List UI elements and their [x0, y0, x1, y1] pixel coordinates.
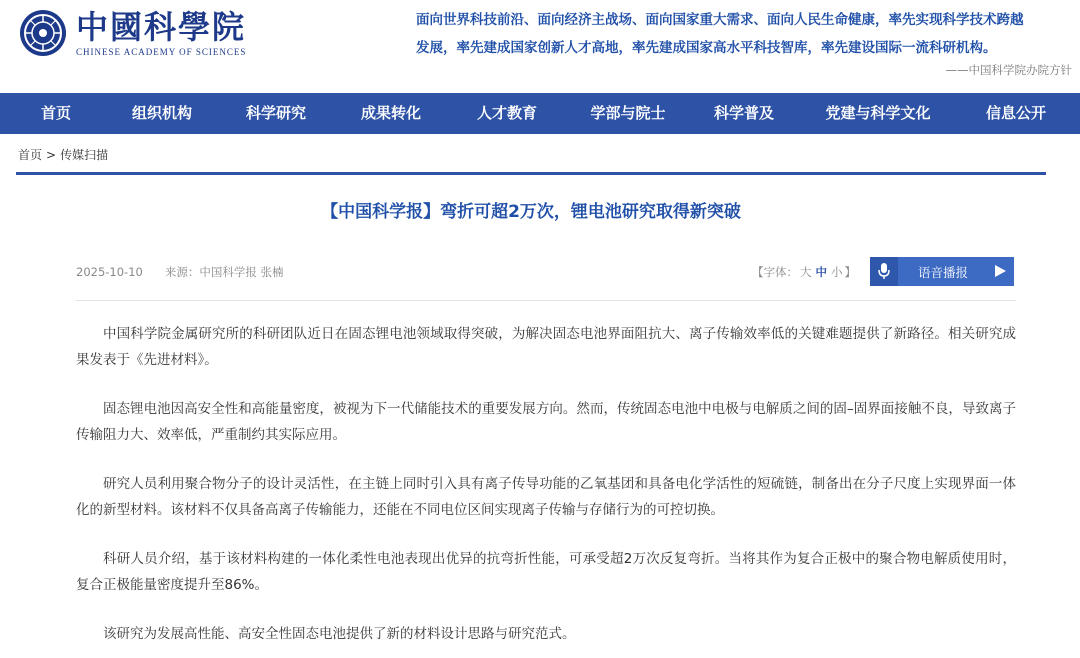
motto-signature: ——中国科学院办院方针	[945, 63, 1072, 77]
breadcrumb	[18, 146, 112, 163]
font-size-large[interactable]: 大	[800, 265, 812, 279]
font-size-prefix: 【字体：	[752, 265, 798, 279]
logo-text	[76, 9, 246, 57]
nav-item-organization[interactable]: 组织机构	[131, 104, 192, 122]
breadcrumb-separator: >	[46, 148, 57, 162]
motto	[416, 6, 1066, 62]
site-header	[0, 0, 1080, 92]
article-date: 2025-10-10	[76, 265, 143, 279]
font-size-small[interactable]: 小	[831, 265, 843, 279]
voice-broadcast-label: 语音播报	[918, 264, 969, 280]
article-paragraph: 该研究为发展高性能、高安全性固态电池提供了新的材料设计思路与研究范式。	[103, 626, 576, 642]
nav-item-party-culture[interactable]: 党建与科学文化	[825, 104, 931, 122]
site-logo[interactable]	[18, 8, 246, 58]
article-container	[16, 172, 1046, 658]
motto-line-2: 发展，率先建成国家创新人才高地，率先建成国家高水平科技智库，率先建设国际一流科研机构。	[416, 40, 997, 56]
article-paragraph: 固态锂电池因高安全性和高能量密度，被视为下一代储能技术的重要发展方向。然而，传统固态电池中电极与电解质之间的固–固界面接触不良，导致离子传输阻力大、效率低，严重制约其实际应用。	[76, 401, 1016, 443]
breadcrumb-current[interactable]: 传媒扫描	[60, 148, 109, 162]
nav-item-popularization[interactable]: 科学普及	[713, 104, 774, 122]
nav-item-transfer[interactable]: 成果转化	[360, 104, 421, 122]
nav-item-academicians[interactable]: 学部与院士	[590, 104, 666, 122]
nav-item-home[interactable]: 首页	[40, 104, 71, 122]
nav-item-research[interactable]: 科学研究	[245, 104, 306, 122]
voice-broadcast-button[interactable]	[870, 257, 1014, 286]
meta-divider	[76, 300, 1016, 301]
font-size-medium[interactable]: 中	[815, 265, 827, 279]
logo-english-name: CHINESE ACADEMY OF SCIENCES	[76, 47, 247, 57]
breadcrumb-home[interactable]: 首页	[18, 148, 43, 162]
main-nav	[0, 93, 1080, 134]
font-size-suffix: 】	[844, 265, 856, 279]
nav-item-disclosure[interactable]: 信息公开	[985, 104, 1046, 122]
motto-line-1: 面向世界科技前沿、面向经济主战场、面向国家重大需求、面向人民生命健康，率先实现科学技术跨越	[416, 12, 1024, 28]
microphone-icon	[870, 257, 898, 286]
cas-emblem-icon	[18, 8, 68, 58]
font-size-selector	[752, 264, 856, 280]
article-paragraph: 中国科学院金属研究所的科研团队近日在固态锂电池领域取得突破，为解决固态电池界面阻抗大、离子传输效率低的关键难题提供了新路径。相关研究成果发表于《先进材料》。	[76, 326, 1016, 368]
article-meta	[76, 264, 284, 280]
article-source: 来源：中国科学报 张楠	[164, 265, 284, 279]
article-paragraph: 科研人员介绍，基于该材料构建的一体化柔性电池表现出优异的抗弯折性能，可承受超2万次反复弯折。当将其作为复合正极中的聚合物电解质使用时，复合正极能量密度提升至86%。	[76, 551, 1016, 593]
article-body	[76, 321, 1016, 658]
nav-item-education[interactable]: 人才教育	[476, 104, 537, 122]
play-icon	[995, 265, 1006, 277]
logo-chinese-name: 中國科學院	[76, 8, 247, 46]
article-title: 【中国科学报】弯折可超2万次，锂电池研究取得新突破	[321, 202, 741, 222]
article-paragraph: 研究人员利用聚合物分子的设计灵活性，在主链上同时引入具有离子传导功能的乙氧基团和具备电化学活性的短硫链，制备出在分子尺度上实现界面一体化的新型材料。该材料不仅具备高离子传输能力，还能在不同电位区间实现离子传输与存储行为的可控切换。	[76, 476, 1016, 518]
